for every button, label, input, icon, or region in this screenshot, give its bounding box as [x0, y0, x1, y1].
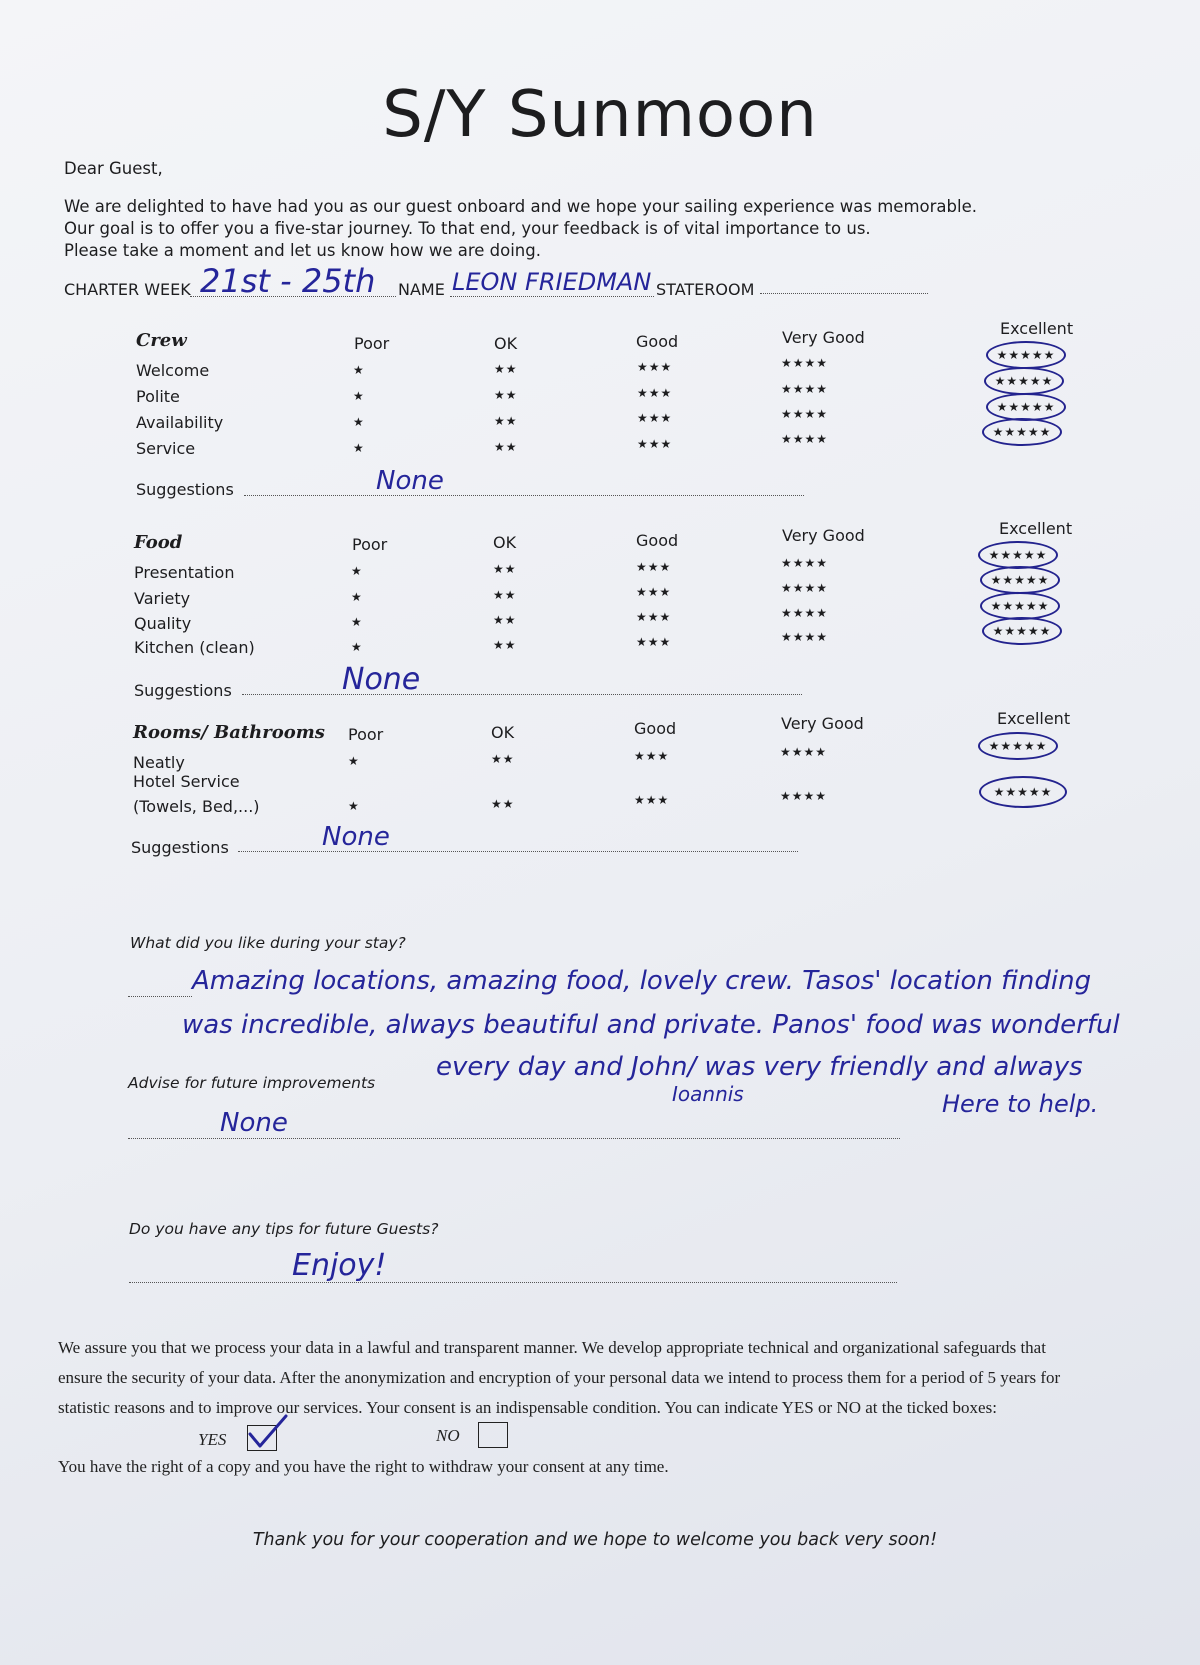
crew-item-polite: Polite — [136, 387, 180, 406]
yes-checkbox[interactable] — [247, 1425, 277, 1451]
rating-5-star-circled[interactable]: ★★★★★ — [982, 617, 1062, 645]
rating-4-star[interactable]: ★★★★ — [781, 630, 829, 644]
tips-line[interactable] — [129, 1282, 897, 1283]
suggestions-line[interactable] — [244, 495, 804, 496]
rating-3-star[interactable]: ★★★ — [636, 560, 672, 574]
privacy-line-3: statistic reasons and to improve our services. Your consent is an indispensable condition. You can indicate YES or NO at the ticked boxes: — [58, 1398, 997, 1417]
privacy-line-2: ensure the security of your data. After the anonymization and encryption of your personal data we intend to process them for a period of 5 years for — [58, 1368, 1061, 1387]
crew-item-service: Service — [136, 439, 196, 458]
rating-3-star[interactable]: ★★★ — [637, 386, 673, 400]
name-value[interactable]: LEON FRIEDMAN — [452, 268, 652, 296]
food-item-presentation: Presentation — [134, 563, 235, 582]
liked-line[interactable] — [128, 996, 192, 997]
rating-5-star-circled[interactable]: ★★★★★ — [982, 418, 1062, 446]
greeting: Dear Guest, — [64, 159, 163, 178]
privacy-rights: You have the right of a copy and you have the right to withdraw your consent at any time. — [58, 1457, 669, 1476]
tips-answer[interactable]: Enjoy! — [292, 1248, 387, 1283]
name-label: NAME — [398, 280, 445, 299]
col-ok: OK — [493, 533, 517, 552]
intro-line-3: Please take a moment and let us know how we are doing. — [64, 241, 541, 260]
privacy-line-1: We assure you that we process your data in a lawful and transparent manner. We develop appropriate technical and organizational safeguards that — [58, 1338, 1046, 1357]
rooms-item-hotel-service: Hotel Service — [133, 772, 240, 791]
rating-5-star-circled[interactable]: ★★★★★ — [979, 776, 1067, 808]
rating-1-star[interactable]: ★ — [351, 564, 363, 578]
crew-item-welcome: Welcome — [136, 361, 210, 380]
rating-3-star[interactable]: ★★★ — [636, 610, 672, 624]
suggestions-label: Suggestions — [136, 480, 234, 499]
name-line — [450, 296, 654, 297]
rating-2-star[interactable]: ★★ — [493, 562, 517, 576]
col-poor: Poor — [354, 334, 390, 353]
yes-label: YES — [198, 1430, 227, 1449]
charter-week-value[interactable]: 21st - 25th — [200, 262, 376, 300]
food-item-quality: Quality — [134, 614, 192, 633]
tips-question: Do you have any tips for future Guests? — [129, 1220, 439, 1238]
no-checkbox[interactable] — [478, 1422, 508, 1448]
rating-4-star[interactable]: ★★★★ — [781, 407, 829, 421]
rating-1-star[interactable]: ★ — [353, 389, 365, 403]
rating-4-star[interactable]: ★★★★ — [781, 382, 829, 396]
col-ok: OK — [491, 723, 515, 742]
stateroom-label: STATEROOM — [656, 280, 755, 299]
rating-4-star[interactable]: ★★★★ — [781, 606, 829, 620]
rooms-item-neatly: Neatly — [133, 753, 185, 772]
col-very-good: Very Good — [782, 526, 865, 545]
rating-1-star[interactable]: ★ — [353, 363, 365, 377]
food-suggestions-value[interactable]: None — [342, 662, 421, 697]
col-good: Good — [636, 531, 679, 550]
rating-3-star[interactable]: ★★★ — [634, 793, 670, 807]
rating-2-star[interactable]: ★★ — [493, 588, 517, 602]
rating-3-star[interactable]: ★★★ — [634, 749, 670, 763]
rating-2-star[interactable]: ★★ — [494, 414, 518, 428]
rating-3-star[interactable]: ★★★ — [637, 360, 673, 374]
rating-1-star[interactable]: ★ — [353, 441, 365, 455]
rating-4-star[interactable]: ★★★★ — [781, 556, 829, 570]
rating-4-star[interactable]: ★★★★ — [780, 745, 828, 759]
rating-2-star[interactable]: ★★ — [494, 362, 518, 376]
col-poor: Poor — [352, 535, 388, 554]
liked-answer-line-3[interactable]: every day and John/ was very friendly and always — [436, 1052, 1083, 1082]
rating-2-star[interactable]: ★★ — [491, 797, 515, 811]
col-ok: OK — [494, 334, 518, 353]
rating-5-star-circled[interactable]: ★★★★★ — [980, 566, 1060, 594]
col-good: Good — [634, 719, 677, 738]
col-very-good: Very Good — [782, 328, 865, 347]
rating-5-star-circled[interactable]: ★★★★★ — [986, 393, 1066, 421]
rooms-suggestions-value[interactable]: None — [322, 822, 390, 852]
food-item-variety: Variety — [134, 589, 191, 608]
closing-message: Thank you for your cooperation and we hope to welcome you back very soon! — [252, 1530, 938, 1550]
no-label: NO — [436, 1426, 460, 1445]
rating-1-star[interactable]: ★ — [351, 640, 363, 654]
col-good: Good — [636, 332, 679, 351]
checkmark-icon — [246, 1414, 292, 1452]
suggestions-line[interactable] — [242, 694, 802, 695]
rating-1-star[interactable]: ★ — [353, 415, 365, 429]
liked-answer-line-5[interactable]: Here to help. — [942, 1090, 1099, 1118]
rating-5-star-circled[interactable]: ★★★★★ — [980, 592, 1060, 620]
col-excellent: Excellent — [1000, 319, 1074, 338]
food-item-kitchen: Kitchen (clean) — [134, 638, 255, 657]
page-title: S/Y Sunmoon — [382, 78, 818, 152]
rating-2-star[interactable]: ★★ — [491, 752, 515, 766]
suggestions-label: Suggestions — [134, 681, 232, 700]
charter-week-label: CHARTER WEEK — [64, 280, 191, 299]
liked-answer-line-2[interactable]: was incredible, always beautiful and private. Panos' food was wonderful — [182, 1010, 1120, 1040]
improvements-answer[interactable]: None — [220, 1108, 288, 1138]
rating-1-star[interactable]: ★ — [348, 799, 360, 813]
liked-answer-line-1[interactable]: Amazing locations, amazing food, lovely crew. Tasos' location finding — [192, 966, 1092, 996]
improvements-line[interactable] — [128, 1138, 900, 1139]
rating-1-star[interactable]: ★ — [351, 615, 363, 629]
improvements-question: Advise for future improvements — [128, 1074, 376, 1092]
rating-2-star[interactable]: ★★ — [494, 388, 518, 402]
liked-answer-line-4[interactable]: Ioannis — [672, 1082, 744, 1106]
rating-1-star[interactable]: ★ — [348, 754, 360, 768]
suggestions-label: Suggestions — [131, 838, 229, 857]
stateroom-line[interactable] — [760, 293, 928, 294]
rating-3-star[interactable]: ★★★ — [637, 437, 673, 451]
rating-4-star[interactable]: ★★★★ — [781, 356, 829, 370]
intro-line-2: Our goal is to offer you a five-star journey. To that end, your feedback is of vital importance to us. — [64, 219, 871, 238]
col-excellent: Excellent — [997, 709, 1071, 728]
intro-line-1: We are delighted to have had you as our guest onboard and we hope your sailing experience was memorable. — [64, 197, 977, 216]
rating-4-star[interactable]: ★★★★ — [781, 581, 829, 595]
rating-3-star[interactable]: ★★★ — [636, 585, 672, 599]
rating-5-star-circled[interactable]: ★★★★★ — [978, 541, 1058, 569]
rating-3-star[interactable]: ★★★ — [636, 635, 672, 649]
rating-5-star-circled[interactable]: ★★★★★ — [984, 367, 1064, 395]
crew-item-availability: Availability — [136, 413, 224, 432]
rooms-item-towels: (Towels, Bed,...) — [133, 797, 260, 816]
liked-question: What did you like during your stay? — [130, 934, 406, 952]
food-heading: Food — [134, 532, 183, 553]
crew-heading: Crew — [136, 330, 187, 351]
rating-4-star[interactable]: ★★★★ — [780, 789, 828, 803]
rating-3-star[interactable]: ★★★ — [637, 411, 673, 425]
crew-suggestions-value[interactable]: None — [376, 466, 444, 496]
rating-2-star[interactable]: ★★ — [493, 613, 517, 627]
rating-5-star-circled[interactable]: ★★★★★ — [986, 341, 1066, 369]
col-very-good: Very Good — [781, 714, 864, 733]
rating-1-star[interactable]: ★ — [351, 590, 363, 604]
rating-2-star[interactable]: ★★ — [493, 638, 517, 652]
rating-5-star-circled[interactable]: ★★★★★ — [978, 732, 1058, 760]
rating-2-star[interactable]: ★★ — [494, 440, 518, 454]
rating-4-star[interactable]: ★★★★ — [781, 432, 829, 446]
col-excellent: Excellent — [999, 519, 1073, 538]
col-poor: Poor — [348, 725, 384, 744]
rooms-heading: Rooms/ Bathrooms — [133, 722, 325, 743]
